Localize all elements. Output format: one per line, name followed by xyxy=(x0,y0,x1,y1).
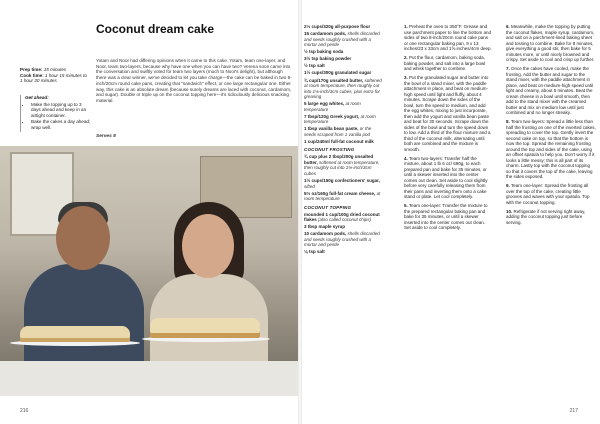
step-number: 7. xyxy=(506,66,510,71)
step-text: Team two-layers: Spread a little less than half the frosting on one of the inverted cakes, spreading to cover the top. Gently invert the second cake on top, so that the bottom is now the top. Spread the remaining frosting around the top and sides of the cake, using an offset spatula to help you. Don't worry if it looks a little messy; this is all part of its charm. Lastly top with the coconut topping so that it covers the top of the cake, leaving the sides exposed. xyxy=(506,119,596,179)
cake-left xyxy=(20,326,130,342)
ingredient-name: 15 cardamom pods, xyxy=(304,31,347,37)
page-number-left: 216 xyxy=(20,408,29,414)
cook-value: 1 hour 15 minutes to 1 hour 30 minutes xyxy=(20,72,87,84)
ingredient-note: at room temperature xyxy=(304,113,376,125)
ingredient-name: 7 tbsp/120g Greek yogurt, xyxy=(304,113,360,119)
ingredient-name: 1 tbsp vanilla bean paste, xyxy=(304,126,359,132)
ingredient-note: at room temperature xyxy=(304,190,381,202)
ingredient-item xyxy=(304,231,384,248)
method-step xyxy=(404,24,492,52)
left-page xyxy=(0,0,298,424)
ingredient-name: ½ tsp baking soda xyxy=(304,49,344,55)
step-number: 1. xyxy=(404,24,408,29)
method-step xyxy=(404,75,492,152)
recipe-intro: Yotam and Noor had differing opinions when it came to this cake. Yotam, team one-layer, and Noor, team two-layers, because why have one when you can have two? Verena soon came into the conversation and swiftly voted for team two layers (much to Noor's delight), but although there was a clear winner, we've decided to let you take charge—the cake can be baked in two 8-inch/20cm round cake pans, creating that "sandwich" effect, or one large rectangular one. Either way, this cake is an absolute dream (because surely dreams are laced with coconut, cardamom, and sugar). Double or triple up on the coconut topping here—it's ridiculously delicious snacking material. xyxy=(96,58,292,103)
frosting-heading: COCONUT FROSTING xyxy=(304,147,355,153)
ingredient-item xyxy=(304,49,384,55)
step-number: 9. xyxy=(506,183,510,188)
topping-heading: COCONUT TOPPING xyxy=(304,204,352,210)
cook-label: Cook time: xyxy=(20,72,44,78)
ingredients-frosting xyxy=(304,154,384,201)
cake-right xyxy=(150,318,260,338)
ingredient-name: 5⅔ oz/160g full-fat cream cheese, xyxy=(304,190,376,196)
ingredient-item xyxy=(304,70,384,76)
method-step xyxy=(404,203,492,231)
method-step xyxy=(506,24,596,63)
ingredient-name: 2⅓ cups/320g all-purpose flour xyxy=(304,24,371,29)
step-number: 3. xyxy=(404,75,408,80)
ingredient-item xyxy=(304,63,384,69)
step-text: Team two-layers: Transfer half the mixture, about 1 lb 6 oz/ 690g, to each prepared pan and bake for 35 minutes, or until a skewer inserted into the center comes out clean. Set aside to cool slightly before very carefully releasing them from their pans and inverting them onto a cake stand or plate. Let cool completely. xyxy=(404,155,488,199)
ingredient-item xyxy=(304,24,384,30)
ingredients-column xyxy=(304,24,384,257)
step-text: Team one-layer: Spread the frosting all over the top of the cake, creating little grooves and waves with your spatula. Top with the coconut topping. xyxy=(506,183,590,205)
ingredient-item xyxy=(304,31,384,48)
ingredient-name: mounded 1 cup/100g dried coconut flakes xyxy=(304,211,380,223)
ingredient-item xyxy=(304,78,384,100)
page-number-right: 217 xyxy=(569,408,578,414)
get-ahead-item: • Bake the cakes a day ahead; wrap well. xyxy=(31,119,91,130)
method-column-2 xyxy=(506,24,596,229)
recipe-title: Coconut dream cake xyxy=(96,22,215,36)
man-head xyxy=(56,206,110,270)
ingredients-main xyxy=(304,24,384,144)
right-page xyxy=(302,0,600,424)
ingredient-note: (also called coconut chips) xyxy=(318,217,372,223)
ingredient-name: ½ tsp salt xyxy=(304,63,325,69)
ingredient-name: ⅛ tsp salt xyxy=(304,249,325,255)
ingredient-item xyxy=(304,114,384,125)
prep-value: 15 minutes xyxy=(43,67,67,72)
ingredient-item xyxy=(304,178,384,189)
ingredient-name: 5 large egg whites, xyxy=(304,101,345,107)
ingredient-name: ¾ cup plus 2 tbsp/200g unsalted butter, xyxy=(304,154,374,165)
step-text: Refrigerate if not serving right away, adding the coconut topping just before serving. xyxy=(506,208,586,225)
ingredient-item xyxy=(304,101,384,112)
ingredient-item xyxy=(304,56,384,62)
step-number: 5. xyxy=(404,203,408,208)
ingredient-item xyxy=(304,154,384,176)
method-step xyxy=(506,119,596,180)
servings: Serves 8 xyxy=(96,134,116,139)
ingredient-item xyxy=(304,249,384,255)
ingredient-item xyxy=(304,224,384,230)
ingredients-topping xyxy=(304,212,384,255)
ingredient-name: 1 cup/240ml full-fat coconut milk xyxy=(304,138,374,144)
get-ahead-box xyxy=(20,95,91,132)
ingredient-name: 3 tbsp maple syrup xyxy=(304,224,346,230)
method-step xyxy=(506,183,596,205)
method-step xyxy=(404,156,492,200)
time-info xyxy=(20,67,90,84)
ingredient-name: 10 cardamom pods, xyxy=(304,231,347,237)
step-number: 6. xyxy=(506,24,510,29)
method-column-1 xyxy=(404,24,492,234)
ingredient-name: 1½ cups/300g granulated sugar xyxy=(304,70,372,76)
ingredient-note: sifted xyxy=(304,183,315,189)
method-step xyxy=(506,209,596,226)
method-step xyxy=(506,66,596,116)
ingredient-name: 1½ cups/150g confectioners' sugar, xyxy=(304,178,380,184)
step-text: Put the flour, cardamom, baking soda, baking powder, and salt into a large bowl and whisk together to combine. xyxy=(404,55,486,71)
step-text: Meanwhile, make the topping by putting the coconut flakes, maple syrup, cardamom, and salt on a parchment-lined baking sheet and tossing to combine. Bake for 8 minutes, give everything a good stir, then bake for 5 minutes more, or until nicely browned and crispy. Set aside to cool and crisp up further. xyxy=(506,24,595,62)
step-text: Put the granulated sugar and butter into the bowl of a stand mixer, with the paddle attachment in place, and beat on medium-high speed until light and fluffy, about 4 minutes. Scrape down the sides of the bowl, turn the speed to medium, and add the egg whites, mixing to just incorporate, then add the yogurt and vanilla bean paste and beat for 30 seconds. Scrape down the sides of the bowl and turn the speed down to low. Add a third of the flour mixture and a third of the coconut milk, alternating until both are combined and the mixture is smooth. xyxy=(404,75,491,152)
woman-head xyxy=(182,214,234,278)
ingredient-note: or the seeds scraped from 1 vanilla pod xyxy=(304,126,372,137)
get-ahead-item: • Make the topping up to 3 days ahead and keep in an airtight container. xyxy=(31,102,91,119)
ingredient-note: at room temperature xyxy=(304,101,361,112)
ingredient-note: shells discarded and seeds roughly crushed with a mortar and pestle xyxy=(304,231,380,248)
ingredient-name: ¾ cup/170g unsalted butter, xyxy=(304,77,364,83)
prep-label: Prep time: xyxy=(20,67,43,72)
step-text: Once the cakes have cooled, make the frosting. Add the butter and sugar to the stand mixer, with the paddle attachment in place, and beat on medium-high speed until light and creamy, about 5 minutes. Beat the cream cheese in a bowl until smooth, then add to the stand mixer with the creamed butter and mix on medium low until just combined and no longer streaky. xyxy=(506,66,594,115)
ingredient-item xyxy=(304,139,384,145)
ingredient-note: softened at room temperature, then roughly cut into 1⅛-inch/3cm cubes, plus extra for greasing xyxy=(304,77,382,100)
step-number: 8. xyxy=(506,119,510,124)
step-text: Team one-layer: Transfer the mixture to the prepared rectangular baking pan and bake for 35 minutes, or until a skewer inserted into the center comes out clean. Set aside to cool completely. xyxy=(404,203,488,230)
step-text: Preheat the oven to 350°F. Grease and use parchment paper to line the bottom and sides of two 8-inch/20cm round cake pans or one rectangular baking pan, 9 x 13 inches/23 x 33cm and 1⅝ inches/4cm deep. xyxy=(404,24,492,51)
step-number: 10. xyxy=(506,208,513,214)
counter-surface xyxy=(0,361,298,396)
step-number: 4. xyxy=(404,155,408,161)
ingredient-note: shells discarded and seeds roughly crushed with a mortar and pestle xyxy=(304,31,380,48)
get-ahead-heading: Get ahead: xyxy=(25,95,49,100)
chefs-with-cakes-photo xyxy=(0,146,298,396)
ingredient-name: 3½ tsp baking powder xyxy=(304,56,352,62)
step-number: 2. xyxy=(404,55,408,60)
ingredient-item xyxy=(304,191,384,202)
ingredient-item xyxy=(304,126,384,137)
ingredient-note: softened at room temperature, then roughly cut into 1⅛-inch/3cm cubes xyxy=(304,159,380,176)
ingredient-item xyxy=(304,212,384,223)
method-step xyxy=(404,55,492,72)
